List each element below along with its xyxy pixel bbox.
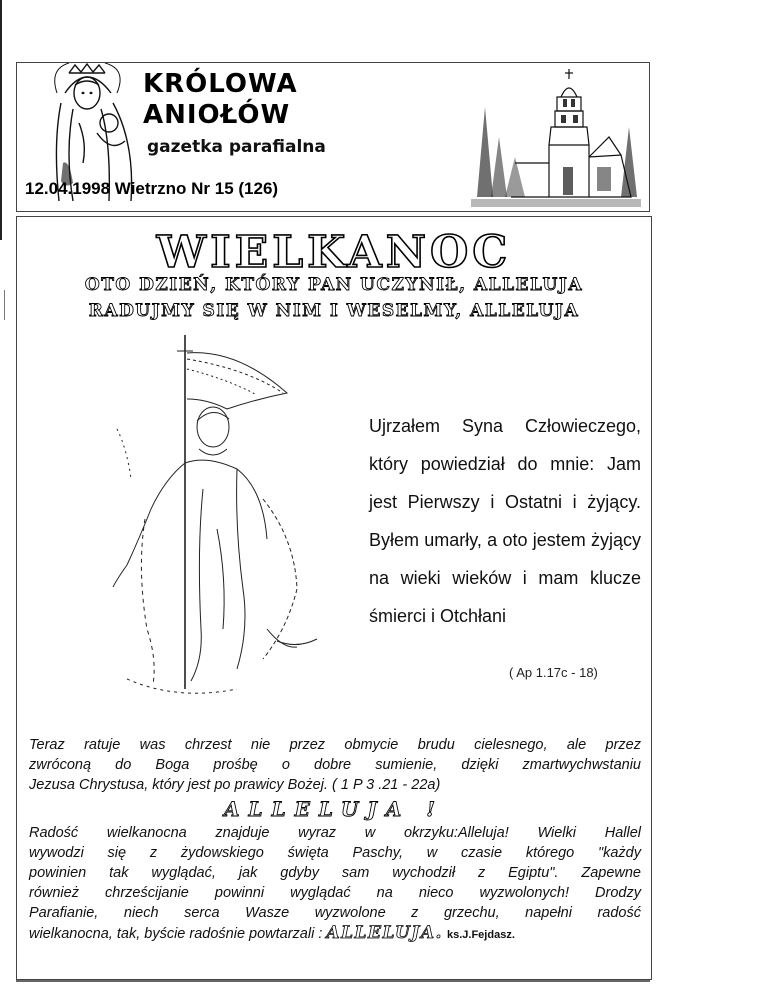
- masthead-title-line1: KRÓLOWA: [143, 69, 298, 99]
- masthead-title: [143, 69, 298, 131]
- scripture-quote: Ujrzałem Syna Człowieczego, który powiedział do mnie: Jam jest Pierwszy i Ostatni i żyjący. Byłem umarły, a oto jestem żyjący na wieki wieków i mam klucze śmierci i Otchłani: [369, 416, 641, 626]
- subtitle-line: RADUJMY SIĘ W NIM I WESELMY, ALLELUJA: [88, 301, 580, 321]
- risen-christ-icon: [87, 329, 337, 701]
- author-signature: ks.J.Fejdasz.: [447, 929, 515, 941]
- scan-edge-mark: [4, 290, 5, 320]
- paragraph-line: również chrześcijanie powinni wyglądać na nieco wyzwolonych! Drodzy: [29, 885, 641, 901]
- article-box: [16, 216, 652, 980]
- alleluja-banner: ALLELUJA !: [223, 797, 445, 821]
- paragraph-line: Teraz ratuje was chrzest nie przez obmycie brudu cielesnego, ale przez: [29, 737, 641, 753]
- easter-joy-paragraph: [29, 823, 641, 945]
- headline: WIELKANOC: [156, 227, 512, 278]
- scan-edge-mark: [0, 0, 2, 240]
- paragraph-last-line: [29, 923, 641, 945]
- bottom-rule: [16, 980, 650, 982]
- paragraph-line: Jezusa Chrystusa, który jest po prawicy Bożej. ( 1 P 3 .21 - 22a): [29, 777, 441, 793]
- masthead-title-line2: ANIOŁÓW: [143, 100, 291, 130]
- alleluja-word: ALLELUJA.: [326, 923, 443, 943]
- paragraph-line: zwróconą do Boga prośbę o dobre sumienie, dzięki zmartwychwstaniu: [29, 757, 641, 773]
- baptism-paragraph: [29, 735, 641, 795]
- paragraph-line: Radość wielkanocna znajduje wyraz w okrzyku:Alleluja! Wielki Hallel: [29, 825, 641, 841]
- paragraph-line: Parafianie, niech serca Wasze wyzwolone z grzechu, napełni radość: [29, 905, 641, 921]
- masthead: [16, 62, 650, 212]
- paragraph-line: wielkanocna, tak, byście radośnie powtarzali :: [29, 926, 323, 942]
- subtitle-line: OTO DZIEŃ, KTÓRY PAN UCZYNIŁ, ALLELUJA: [84, 275, 584, 295]
- scripture-reference: ( Ap 1.17c - 18): [509, 665, 598, 680]
- paragraph-line: powinien tak wyglądać, jak gdyby sam wychodził z Egiptu". Zapewne: [29, 865, 641, 881]
- paragraph-line: wywodzi się z żydowskiego święta Paschy, w czasie którego "każdy: [29, 845, 641, 861]
- wooden-church-icon: [471, 67, 641, 207]
- issue-date-line: 12.04.1998 Wietrzno Nr 15 (126): [25, 179, 279, 198]
- masthead-subtitle: gazetka parafialna: [147, 137, 326, 157]
